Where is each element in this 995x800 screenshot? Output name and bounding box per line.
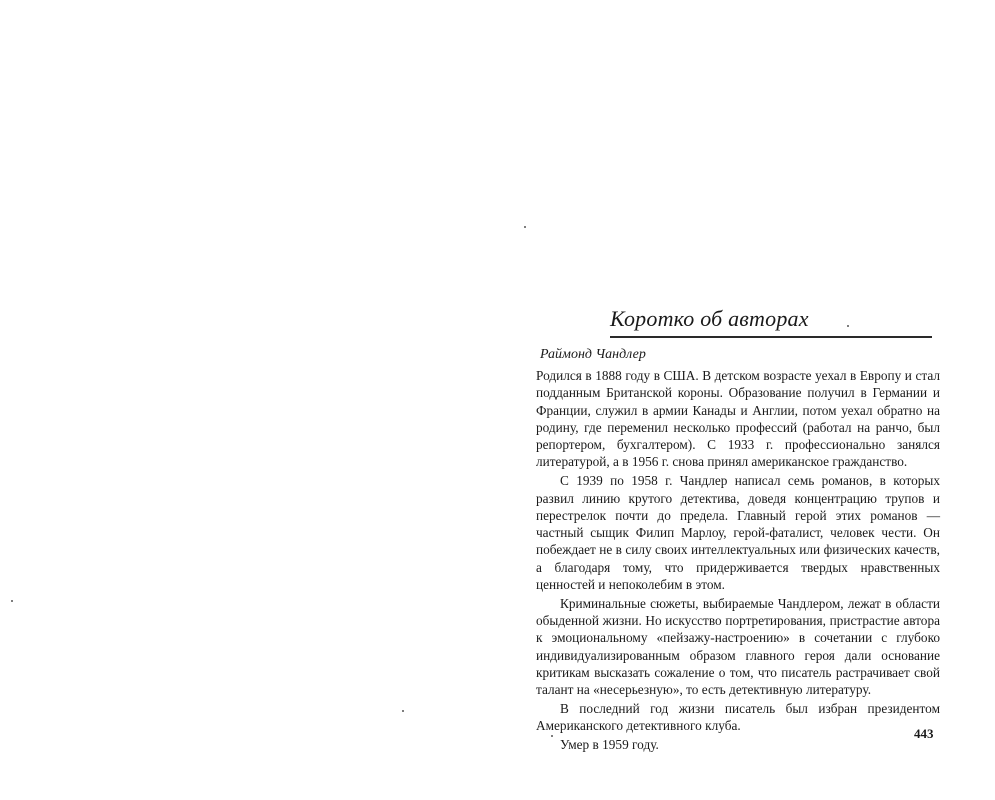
author-name: Раймонд Чандлер (540, 347, 646, 362)
bio-paragraph: В последний год жизни писатель был избран президентом Американского детективного клуба. (536, 701, 940, 734)
scan-speck (11, 600, 13, 602)
bio-paragraph: Криминальные сюжеты, выбираемые Чандлером, лежат в области обыденной жизни. Но искусство портретирования, пристрастие автора к эмоциональному «пейзажу-настроению» в сочетании с глубоко индивидуализированным образом главного героя дали основание критикам высказать сожаление о том, что писатель растрачивает свой талант на «несерьезную», то есть детективную литературу. (536, 595, 940, 698)
bio-paragraph: Умер в 1959 году. (560, 737, 659, 753)
section-title: Коротко об авторах (610, 306, 932, 338)
scan-speck (524, 226, 526, 228)
bio-paragraph: Родился в 1888 году в США. В детском возрасте уехал в Европу и стал подданным Британской короны. Образование получил в Германии и Франции, служил в армии Канады и Англии, потом уехал обратно на родину, где переменил несколько профессий (работал на ранчо, был репортером, бухгалтером). С 1933 г. профессионально занялся литературой, а в 1956 г. снова принял американское гражданство. (536, 368, 940, 470)
scan-speck (402, 710, 404, 712)
scan-speck (551, 735, 553, 737)
right-page (536, 0, 946, 800)
bio-paragraph: С 1939 по 1958 г. Чандлер написал семь романов, в которых развил линию крутого детектива, доведя концентрацию трупов и перестрелок почти до предела. Главный герой этих романов — частный сыщик Филип Марлоу, герой-фаталист, человек чести. Он побеждает не в силу своих интеллектуальных или физических качеств, а благодаря тому, что придерживается твердых нравственных ценностей и непоколебим в этом. (536, 473, 940, 593)
page-number: 443 (914, 726, 934, 741)
scan-speck (847, 325, 849, 327)
author-biography (536, 367, 940, 754)
